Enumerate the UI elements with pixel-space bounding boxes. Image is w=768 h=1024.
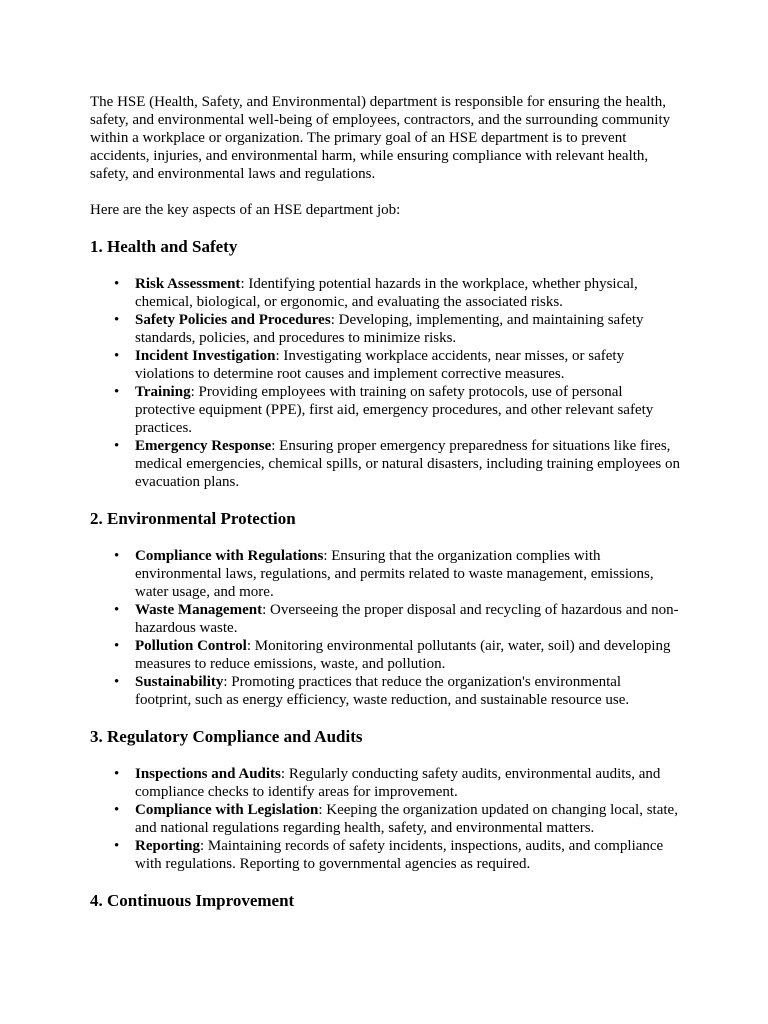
list-item <box>114 673 680 709</box>
item-term: Compliance with Legislation <box>135 802 319 818</box>
bullet-icon: • <box>114 674 120 690</box>
item-term: Waste Management <box>135 602 263 618</box>
item-term: Compliance with Regulations <box>135 548 324 564</box>
item-text: : Monitoring environmental pollutants (air, water, soil) and developing measures to reduce emissions, waste, and pollution. <box>135 638 671 672</box>
bullet-icon: • <box>114 802 120 818</box>
section-continuous-improvement <box>90 891 680 911</box>
intro-paragraph: The HSE (Health, Safety, and Environmental) department is responsible for ensuring the health, safety, and environmental well-being of employees, contractors, and the surrounding community within a workplace or organization. The primary goal of an HSE department is to prevent accidents, injuries, and environmental harm, while ensuring compliance with relevant health, safety, and environmental laws and regulations. <box>90 94 671 182</box>
item-text: : Regularly conducting safety audits, environmental audits, and compliance checks to identify areas for improvement. <box>135 766 661 800</box>
item-term: Pollution Control <box>135 638 247 654</box>
list-item <box>114 275 680 311</box>
list-item <box>114 383 680 437</box>
section-health-safety <box>90 237 680 491</box>
list-item <box>114 601 680 637</box>
bullet-icon: • <box>114 548 120 564</box>
list-item <box>114 801 680 837</box>
list-item <box>114 311 680 347</box>
bullet-icon: • <box>114 276 120 292</box>
bullet-icon: • <box>114 838 120 854</box>
item-term: Risk Assessment <box>135 276 241 292</box>
section-heading: 3. Regulatory Compliance and Audits <box>90 727 363 746</box>
section-environmental-protection <box>90 509 680 709</box>
item-text: : Maintaining records of safety incidents, inspections, audits, and compliance with regulations. Reporting to governmental agencies as required. <box>135 838 664 872</box>
list-item <box>114 347 680 383</box>
item-text: : Ensuring proper emergency preparedness for situations like fires, medical emergencies, chemical spills, or natural disasters, including training employees on evacuation plans. <box>135 438 680 490</box>
list-item <box>114 837 680 873</box>
bullet-list <box>90 547 680 709</box>
item-text: : Keeping the organization updated on changing local, state, and national regulations regarding health, safety, and environmental matters. <box>135 802 678 836</box>
item-text: : Investigating workplace accidents, near misses, or safety violations to determine root causes and implement corrective measures. <box>135 348 625 382</box>
bullet-icon: • <box>114 766 120 782</box>
list-item <box>114 765 680 801</box>
list-item <box>114 637 680 673</box>
lead-paragraph: Here are the key aspects of an HSE department job: <box>90 202 401 218</box>
item-text: : Identifying potential hazards in the workplace, whether physical, chemical, biological, or ergonomic, and evaluating the associated risks. <box>135 276 638 310</box>
item-term: Inspections and Audits <box>135 766 281 782</box>
bullet-icon: • <box>114 384 120 400</box>
item-term: Training <box>135 384 191 400</box>
item-text: : Overseeing the proper disposal and recycling of hazardous and non-hazardous waste. <box>135 602 679 636</box>
section-heading: 1. Health and Safety <box>90 237 238 256</box>
item-term: Reporting <box>135 838 200 854</box>
list-item <box>114 437 680 491</box>
document-page <box>90 93 680 929</box>
item-text: : Promoting practices that reduce the organization's environmental footprint, such as energy efficiency, waste reduction, and sustainable resource use. <box>135 674 630 708</box>
section-heading: 2. Environmental Protection <box>90 509 296 528</box>
item-term: Emergency Response <box>135 438 272 454</box>
list-item <box>114 547 680 601</box>
bullet-icon: • <box>114 348 120 364</box>
item-term: Safety Policies and Procedures <box>135 312 331 328</box>
item-text: : Providing employees with training on safety protocols, use of personal protective equipment (PPE), first aid, emergency procedures, and other relevant safety practices. <box>135 384 654 436</box>
item-text: : Developing, implementing, and maintaining safety standards, policies, and procedures to minimize risks. <box>135 312 644 346</box>
bullet-icon: • <box>114 438 120 454</box>
item-term: Incident Investigation <box>135 348 276 364</box>
bullet-icon: • <box>114 638 120 654</box>
bullet-list <box>90 765 680 873</box>
item-text: : Ensuring that the organization complies with environmental laws, regulations, and permits related to waste management, emissions, water usage, and more. <box>135 548 654 600</box>
bullet-icon: • <box>114 602 120 618</box>
item-term: Sustainability <box>135 674 224 690</box>
bullet-list <box>90 275 680 491</box>
section-heading: 4. Continuous Improvement <box>90 891 295 910</box>
section-regulatory-compliance <box>90 727 680 873</box>
bullet-icon: • <box>114 312 120 328</box>
